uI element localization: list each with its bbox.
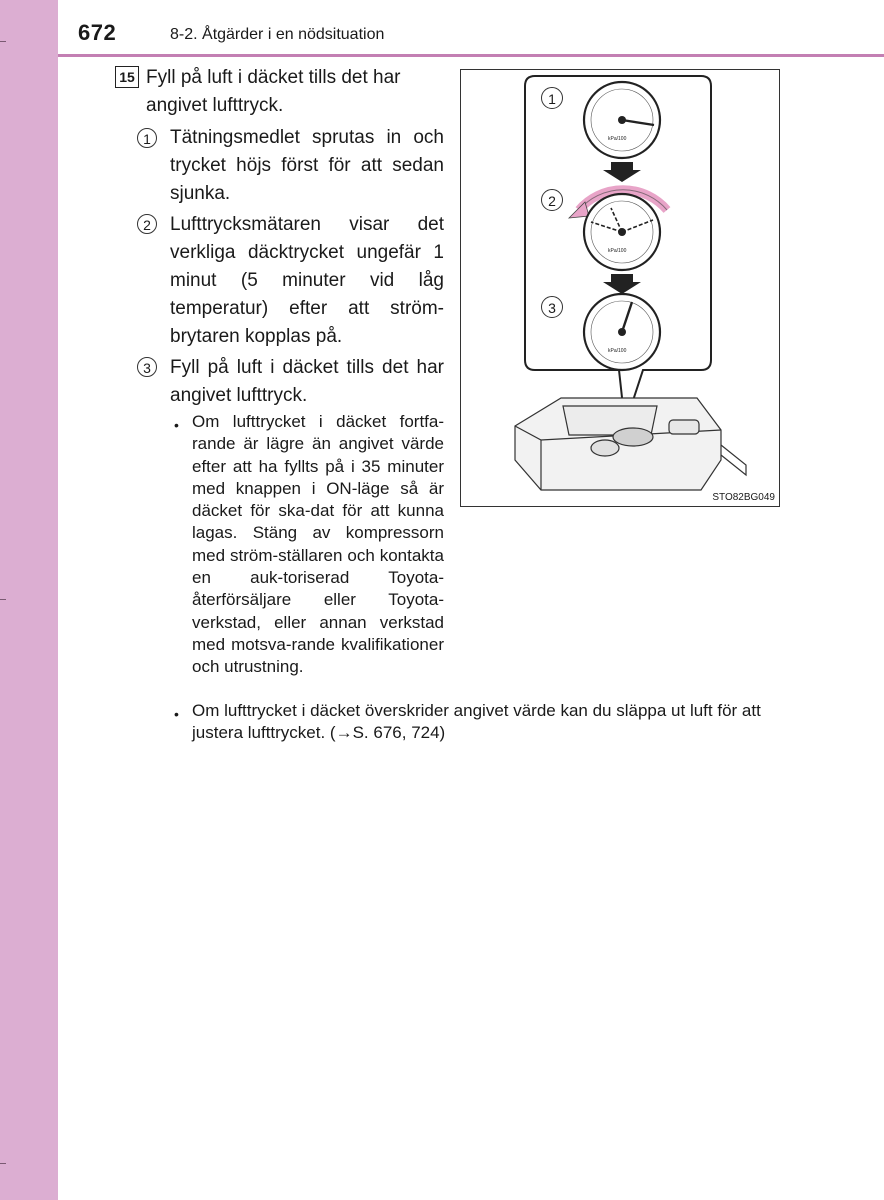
substep-text: Fyll på luft i däcket tills det har angivet lufttryck. [170,357,444,406]
substep-number: 3 [137,357,157,377]
gauge-label: 2 [541,189,563,211]
step-number: 15 [115,66,139,88]
substep-text: Tätningsmedlet sprutas in och trycket höjs först för att sedan sjunka. [170,127,444,204]
bullet-dot: • [174,417,179,433]
gauge-3-icon [584,294,660,370]
pressure-gauge-diagram [461,70,781,508]
substep-number: 1 [137,128,157,148]
bullet-text: Om lufttrycket i däcket överskrider angivet värde kan du släppa ut luft för att justera lufttrycket. (→S. 676, 724) [192,701,761,743]
substep-number: 2 [137,214,157,234]
illustration-code: STO82BG049 [712,492,775,503]
svg-text:kPa/100: kPa/100 [608,136,627,142]
gauge-label: 3 [541,296,563,318]
compressor-illustration [460,69,780,507]
gauge-1-icon [584,82,660,158]
bullet-dot: • [174,706,179,722]
svg-text:kPa/100: kPa/100 [608,348,627,354]
svg-text:kPa/100: kPa/100 [608,248,627,254]
margin-tick [0,1163,6,1164]
section-title: 8-2. Åtgärder i en nödsituation [170,26,385,43]
bullet-text: Om lufttrycket i däcket fortfa-rande är lägre än angivet värde efter att ha fyllts på i 35 minuter med knappen i ON-läge så är däcket för ska-dat för att kunna lagas. Stäng av kompressorn med ström-ställaren och kontakta en auk-toriserad Toyota-återförsäljare eller Toyota-verkstad, eller annan verkstad med motsva-rande kvalifikationer och utrustning. [192,412,444,677]
gauge-label: 1 [541,87,563,109]
air-compressor-icon [515,398,746,490]
step-text: Fyll på luft i däcket tills det har angivet lufttryck. [146,67,401,116]
margin-tick [0,599,6,600]
gauge-2-icon [584,194,660,270]
header-rule [58,54,884,57]
margin-tick [0,41,6,42]
chapter-side-tab [0,0,58,1200]
page-number: 672 [78,20,117,45]
substep-text: Lufttrycksmätaren visar det verkliga däcktrycket ungefär 1 minut (5 minuter vid låg temperatur) efter att ström-brytaren kopplas på. [170,214,444,347]
